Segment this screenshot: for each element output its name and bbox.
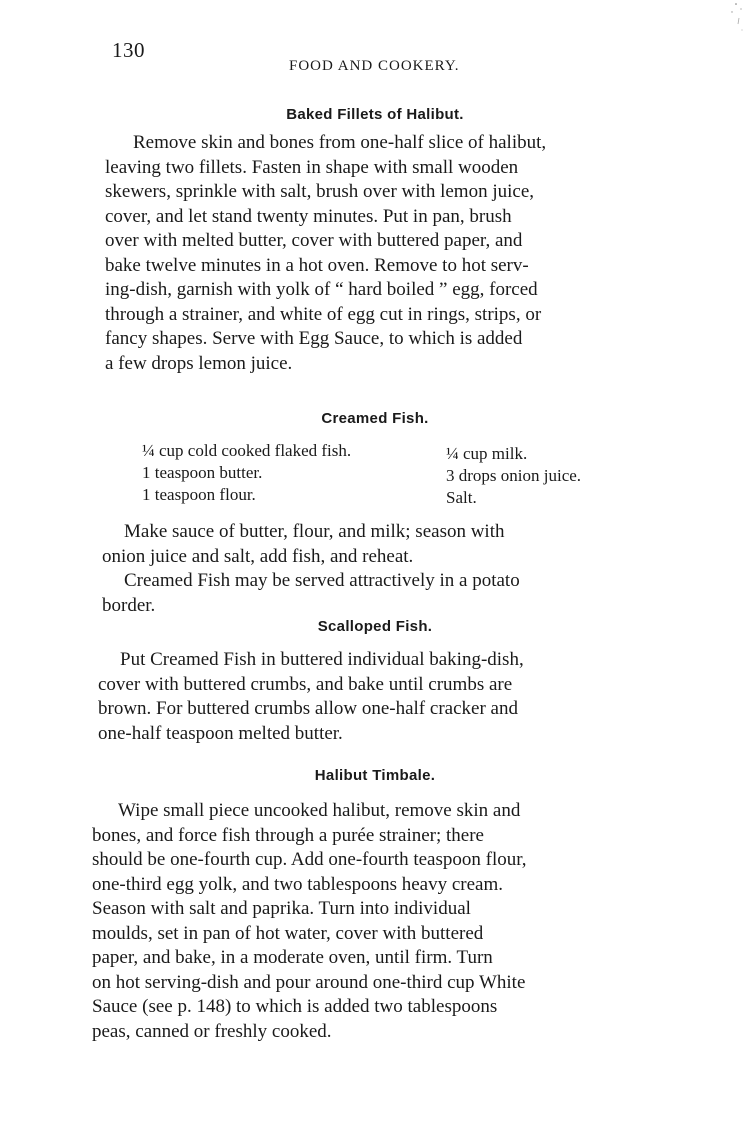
recipe-body-halibut-timbale bbox=[92, 799, 652, 1044]
text-line: peas, canned or freshly cooked. bbox=[92, 1020, 332, 1042]
ingredient-item: 1 teaspoon butter. bbox=[142, 463, 263, 482]
ingredient-item: ¼ cup cold cooked flaked fish. bbox=[142, 441, 352, 460]
recipe-body-scalloped-fish bbox=[98, 648, 654, 746]
text-line: onion juice and salt, add fish, and reheat. bbox=[102, 545, 414, 567]
recipe-body-creamed-fish bbox=[102, 520, 654, 618]
text-line: paper, and bake, in a moderate oven, until firm. Turn bbox=[92, 947, 493, 968]
recipe-title-halibut-timbale: Halibut Timbale. bbox=[314, 767, 436, 784]
text-line: one-half teaspoon melted butter. bbox=[98, 722, 343, 744]
text-line: through a strainer, and white of egg cut in rings, strips, or bbox=[105, 303, 542, 325]
text-line: leaving two fillets. Fasten in shape with small wooden bbox=[105, 156, 519, 178]
recipe-title-creamed-fish: Creamed Fish. bbox=[321, 410, 429, 427]
page-number: 130 bbox=[112, 38, 145, 62]
ingredient-item: ¼ cup milk. bbox=[446, 444, 528, 463]
text-line: ing-dish, garnish with yolk of “ hard boiled ” egg, forced bbox=[105, 279, 538, 300]
recipe-title-scalloped-fish: Scalloped Fish. bbox=[317, 618, 433, 635]
text-line: one-third egg yolk, and two tablespoons heavy cream. bbox=[92, 873, 504, 895]
text-line: on hot serving-dish and pour around one-third cup White bbox=[92, 971, 526, 993]
recipe-title-baked-fillets: Baked Fillets of Halibut. bbox=[286, 106, 464, 123]
ingredient-column-left bbox=[142, 440, 351, 506]
ingredient-column-right bbox=[446, 440, 581, 509]
text-line: Remove skin and bones from one-half slice of halibut, bbox=[133, 132, 547, 153]
recipe-body-baked-fillets bbox=[105, 131, 661, 376]
ingredient-item: Salt. bbox=[446, 488, 477, 507]
text-line: fancy shapes. Serve with Egg Sauce, to which is added bbox=[105, 328, 523, 349]
text-line: Put Creamed Fish in buttered individual baking-dish, bbox=[120, 649, 524, 670]
text-line: skewers, sprinkle with salt, brush over with lemon juice, bbox=[105, 181, 535, 202]
text-line: brown. For buttered crumbs allow one-half cracker and bbox=[98, 698, 518, 719]
text-line: Sauce (see p. 148) to which is added two tablespoons bbox=[92, 996, 498, 1017]
text-line: bones, and force fish through a purée strainer; there bbox=[92, 824, 484, 846]
text-line: cover, and let stand twenty minutes. Put in pan, brush bbox=[105, 205, 512, 227]
text-line: over with melted butter, cover with buttered paper, and bbox=[105, 230, 523, 251]
text-line: should be one-fourth cup. Add one-fourth teaspoon flour, bbox=[92, 849, 527, 870]
ingredient-item: 1 teaspoon flour. bbox=[142, 485, 256, 504]
text-line: border. bbox=[102, 594, 156, 616]
text-line: bake twelve minutes in a hot oven. Remove to hot serv- bbox=[105, 254, 529, 276]
corner-scan-marks bbox=[726, 0, 746, 40]
text-line: a few drops lemon juice. bbox=[105, 352, 293, 374]
text-line: Wipe small piece uncooked halibut, remove skin and bbox=[118, 800, 521, 821]
text-line: moulds, set in pan of hot water, cover with buttered bbox=[92, 922, 484, 944]
text-line: Season with salt and paprika. Turn into individual bbox=[92, 898, 471, 919]
text-line: cover with buttered crumbs, and bake until crumbs are bbox=[98, 673, 513, 695]
ingredient-item: 3 drops onion juice. bbox=[446, 466, 582, 485]
running-head: FOOD AND COOKERY. bbox=[289, 58, 460, 74]
text-line: Make sauce of butter, flour, and milk; season with bbox=[124, 521, 505, 542]
text-line: Creamed Fish may be served attractively in a potato bbox=[124, 570, 520, 591]
